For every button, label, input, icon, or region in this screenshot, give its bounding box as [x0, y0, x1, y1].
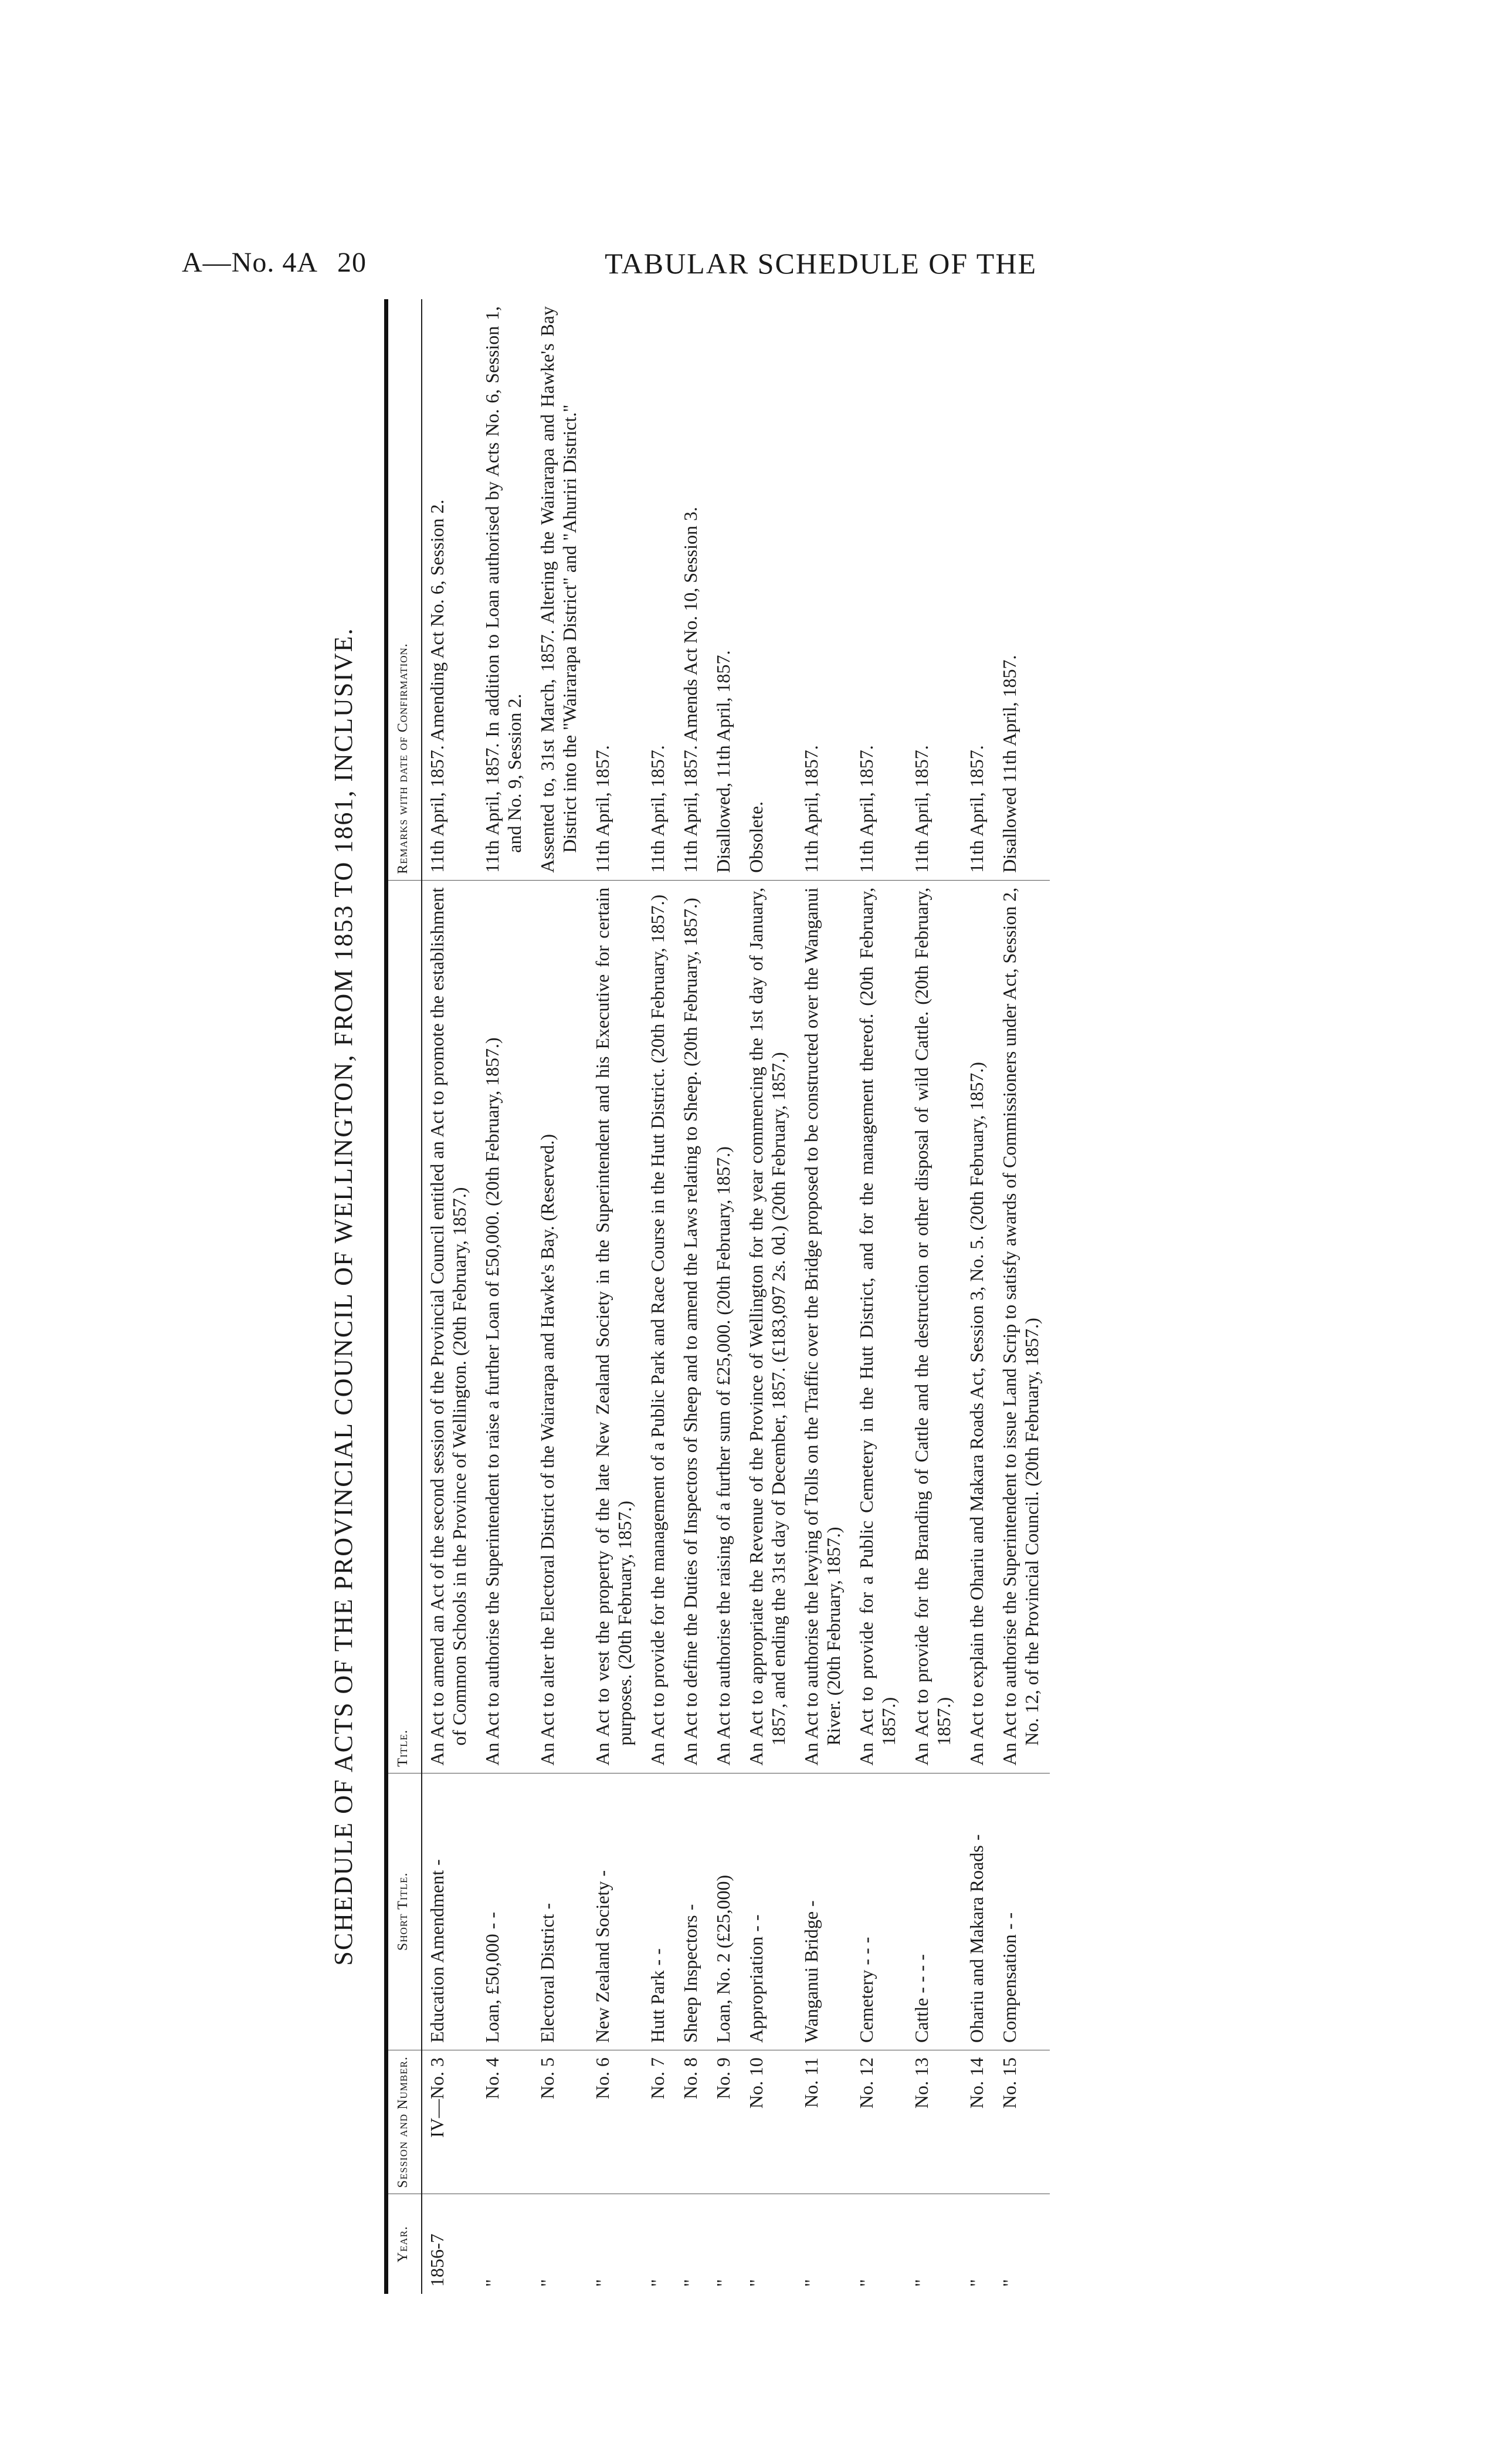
cell-year: " — [537, 2279, 558, 2287]
header-title: Title. — [386, 880, 422, 1773]
cell-session: No. 4 — [477, 2050, 533, 2194]
cell-title — [676, 880, 708, 1773]
header-remarks: Remarks with date of Confirmation. — [386, 299, 422, 880]
table-row — [676, 299, 708, 2294]
cell-remarks — [995, 299, 1050, 880]
cell-remarks — [741, 299, 796, 880]
cell-title — [995, 880, 1050, 1773]
cell-session: No. 13 — [907, 2050, 962, 2194]
cell-short-title: Loan, £50,000 - - — [477, 1773, 533, 2050]
cell-remarks — [533, 299, 588, 880]
cell-session: No. 10 — [741, 2050, 796, 2194]
cell-short-title: Electoral District - — [533, 1773, 588, 2050]
page-running-title: TABULAR SCHEDULE OF THE — [605, 247, 1037, 280]
cell-title — [422, 880, 477, 1773]
cell-year: " — [966, 2279, 987, 2287]
cell-year: 1856-7 — [426, 2233, 447, 2287]
cell-year: " — [592, 2279, 613, 2287]
cell-session: No. 12 — [852, 2050, 907, 2194]
cell-year: " — [713, 2279, 734, 2287]
cell-title-text: An Act to vest the property of the late New Zealand Society in the Superintendent and his Executive for certain purposes. (20th February, 1857.) — [592, 887, 635, 1766]
cell-title-text: An Act to provide for a Public Cemetery in the Hutt District, and for the management thereof. (20th February, 1857.) — [856, 887, 899, 1766]
cell-remarks — [422, 299, 477, 880]
cell-remarks-text: 11th April, 1857. — [856, 745, 877, 873]
cell-remarks — [676, 299, 708, 880]
cell-year: " — [856, 2279, 877, 2287]
cell-year: " — [745, 2279, 767, 2287]
table-row — [852, 299, 907, 2294]
cell-remarks-text: 11th April, 1857. — [911, 745, 932, 873]
cell-title — [907, 880, 962, 1773]
cell-year: " — [647, 2279, 668, 2287]
cell-remarks-text: 11th April, 1857. — [801, 745, 822, 873]
cell-short-title: New Zealand Society - — [588, 1773, 643, 2050]
table-row — [588, 299, 643, 2294]
table-row — [533, 299, 588, 2294]
cell-short-title: Cattle - - - - — [907, 1773, 962, 2050]
cell-title-text: An Act to provide for the Branding of Cattle and the destruction or other disposal of wild Cattle. (20th February, 1857.) — [911, 887, 954, 1766]
cell-short-title: Compensation - - — [995, 1773, 1050, 2050]
cell-title — [852, 880, 907, 1773]
cell-remarks — [796, 299, 852, 880]
table-row — [962, 299, 995, 2294]
cell-session: No. 11 — [796, 2050, 852, 2194]
cell-session: No. 8 — [676, 2050, 708, 2194]
table-row — [643, 299, 676, 2294]
cell-title-text: An Act to define the Duties of Inspectors of Sheep and to amend the Laws relating to Sheep. (20th February, 1857.) — [680, 898, 701, 1766]
cell-session: IV—No. 3 — [422, 2050, 477, 2194]
cell-remarks — [907, 299, 962, 880]
page-number: 20 — [337, 247, 367, 278]
header-short-title: Short Title. — [386, 1773, 422, 2050]
cell-session: No. 5 — [533, 2050, 588, 2194]
table-header-row — [386, 299, 422, 2294]
cell-title — [708, 880, 741, 1773]
cell-remarks-text: 11th April, 1857. In addition to Loan authorised by Acts No. 6, Session 1, and No. 9, Session 2. — [481, 306, 525, 873]
cell-remarks — [588, 299, 643, 880]
cell-remarks-text: Disallowed, 11th April, 1857. — [713, 650, 734, 873]
cell-year: " — [999, 2279, 1020, 2287]
cell-title — [477, 880, 533, 1773]
cell-short-title: Cemetery - - - — [852, 1773, 907, 2050]
table-row — [708, 299, 741, 2294]
table-row — [477, 299, 533, 2294]
cell-short-title: Wanganui Bridge - — [796, 1773, 852, 2050]
cell-remarks-text: 11th April, 1857. — [966, 745, 987, 873]
cell-title-text: An Act to provide for the management of a Public Park and Race Course in the Hutt District. (20th February, 1857.) — [647, 894, 668, 1766]
cell-year: " — [481, 2279, 503, 2287]
table-row — [422, 299, 477, 2294]
cell-title-text: An Act to authorise the raising of a further sum of £25,000. (20th February, 1857.) — [713, 1146, 734, 1766]
cell-remarks-text: 11th April, 1857. — [647, 745, 668, 873]
cell-title — [643, 880, 676, 1773]
cell-session: No. 7 — [643, 2050, 676, 2194]
acts-table — [384, 299, 1050, 2294]
cell-remarks — [708, 299, 741, 880]
cell-remarks-text: Obsolete. — [745, 801, 767, 873]
schedule-sheet — [328, 182, 1325, 2294]
cell-remarks-text: 11th April, 1857. — [592, 745, 613, 873]
page-reference: A—No. 4A — [182, 247, 318, 278]
cell-session: No. 9 — [708, 2050, 741, 2194]
cell-session: No. 6 — [588, 2050, 643, 2194]
cell-remarks-text: Disallowed 11th April, 1857. — [999, 655, 1020, 873]
cell-remarks — [962, 299, 995, 880]
cell-year: " — [801, 2279, 822, 2287]
table-row — [741, 299, 796, 2294]
schedule-title: SCHEDULE OF ACTS OF THE PROVINCIAL COUNCIL OF WELLINGTON, FROM 1853 TO 1861, INCLUSIVE. — [329, 627, 358, 1966]
cell-title-text: An Act to authorise the levying of Tolls on the Traffic over the Bridge proposed to be constructed over the Wanganui River. (20th February, 1857.) — [801, 887, 844, 1766]
table-row — [796, 299, 852, 2294]
cell-title-text: An Act to alter the Electoral District of the Wairarapa and Hawke's Bay. (Reserved.) — [537, 1133, 558, 1766]
cell-short-title: Loan, No. 2 (£25,000) — [708, 1773, 741, 2050]
cell-title — [962, 880, 995, 1773]
header-session: Session and Number. — [386, 2050, 422, 2194]
header-year: Year. — [386, 2194, 422, 2294]
cell-short-title: Sheep Inspectors - — [676, 1773, 708, 2050]
cell-title-text: An Act to authorise the Superintendent to issue Land Scrip to satisfy awards of Commissioners under Act, Session 2, No. 12, of the Provincial Council. (20th February, 1857.) — [999, 887, 1042, 1766]
cell-remarks — [477, 299, 533, 880]
cell-short-title: Hutt Park - - — [643, 1773, 676, 2050]
cell-year: " — [680, 2279, 701, 2287]
cell-session: No. 15 — [995, 2050, 1050, 2194]
cell-session: No. 14 — [962, 2050, 995, 2194]
cell-title — [741, 880, 796, 1773]
cell-remarks — [643, 299, 676, 880]
cell-title-text: An Act to explain the Ohariu and Makara Roads Act, Session 3, No. 5. (20th February, 1857.) — [966, 1062, 987, 1766]
cell-title-text: An Act to amend an Act of the second session of the Provincial Council entitled an Act to promote the establishment of Common Schools in the Province of Wellington. (20th February, 1857.) — [426, 887, 470, 1766]
cell-short-title: Ohariu and Makara Roads - — [962, 1773, 995, 2050]
cell-short-title: Appropriation - - — [741, 1773, 796, 2050]
cell-title-text: An Act to authorise the Superintendent to raise a further Loan of £50,000. (20th February, 1857.) — [481, 1037, 503, 1766]
cell-remarks-text: Assented to, 31st March, 1857. Altering the Wairarapa and Hawke's Bay District into the "Wairarapa District" and "Ahuriri District." — [537, 306, 580, 873]
table-row — [907, 299, 962, 2294]
cell-remarks-text: 11th April, 1857. Amending Act No. 6, Session 2. — [426, 499, 447, 873]
cell-title-text: An Act to appropriate the Revenue of the Province of Wellington for the year commencing the 1st day of January, 1857, and ending the 31st day of December, 1857. (£183,097 2s. 0d.) (20th February, 1857.) — [745, 887, 789, 1766]
cell-short-title: Education Amendment - — [422, 1773, 477, 2050]
cell-remarks — [852, 299, 907, 880]
cell-title — [796, 880, 852, 1773]
cell-title — [533, 880, 588, 1773]
table-row — [995, 299, 1050, 2294]
cell-title — [588, 880, 643, 1773]
cell-year: " — [911, 2279, 932, 2287]
cell-remarks-text: 11th April, 1857. Amends Act No. 10, Session 3. — [680, 506, 701, 873]
